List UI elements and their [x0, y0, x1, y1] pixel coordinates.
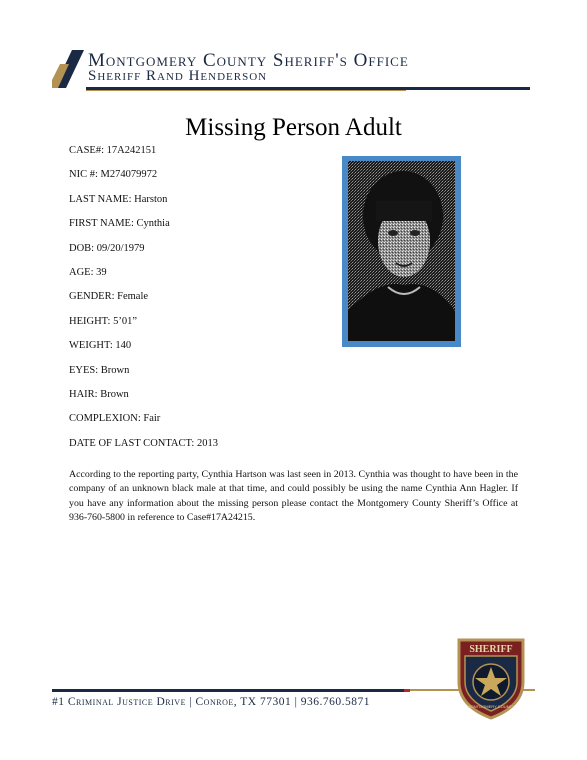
field-last-contact: DATE OF LAST CONTACT: 2013 [69, 437, 218, 449]
field-height: HEIGHT: 5’01” [69, 315, 138, 327]
field-hair: HAIR: Brown [69, 388, 129, 400]
badge-sheriff-text: SHERIFF [469, 644, 513, 655]
footer-address: #1 Criminal Justice Drive | Conroe, TX 77301 | 936.760.5871 [52, 696, 371, 708]
sheriff-badge-icon [455, 636, 527, 720]
field-eyes: EYES: Brown [69, 364, 130, 376]
footer-divider [52, 689, 405, 692]
field-last-name: LAST NAME: Harston [69, 193, 168, 205]
field-weight: WEIGHT: 140 [69, 340, 132, 352]
page-title: Missing Person Adult [185, 114, 402, 141]
field-complexion: COMPLEXION: Fair [69, 413, 161, 425]
field-dob: DOB: 09/20/1979 [69, 242, 145, 254]
field-gender: GENDER: Female [69, 291, 149, 303]
field-nic: NIC #: M274079972 [69, 169, 158, 181]
portrait-image [348, 161, 455, 341]
person-details [69, 145, 349, 462]
office-name: Montgomery County Sheriff's Office [88, 50, 409, 71]
field-age: AGE: 39 [69, 266, 107, 278]
missing-person-photo [348, 161, 455, 341]
badge-county-text: MONTGOMERY COUNTY [467, 704, 515, 709]
photo-frame [342, 156, 461, 347]
case-description: According to the reporting party, Cynthia Hartson was last seen in 2013. Cynthia was thought to have been in the company of an unknown black male at that time, and could possibly be using the name Cynthia Ann Hagler. If you have any information about the missing person please contact the Montgomery County Sheriff’s Office at 936-760-5800 in reference to Case#17A24215. [69, 469, 518, 523]
field-case: CASE#: 17A242151 [69, 145, 157, 156]
field-first-name: FIRST NAME: Cynthia [69, 218, 170, 230]
sheriff-office-logo-mark [52, 50, 84, 88]
sheriff-name: Sheriff Rand Henderson [88, 68, 268, 84]
header-divider-accent [86, 90, 406, 91]
